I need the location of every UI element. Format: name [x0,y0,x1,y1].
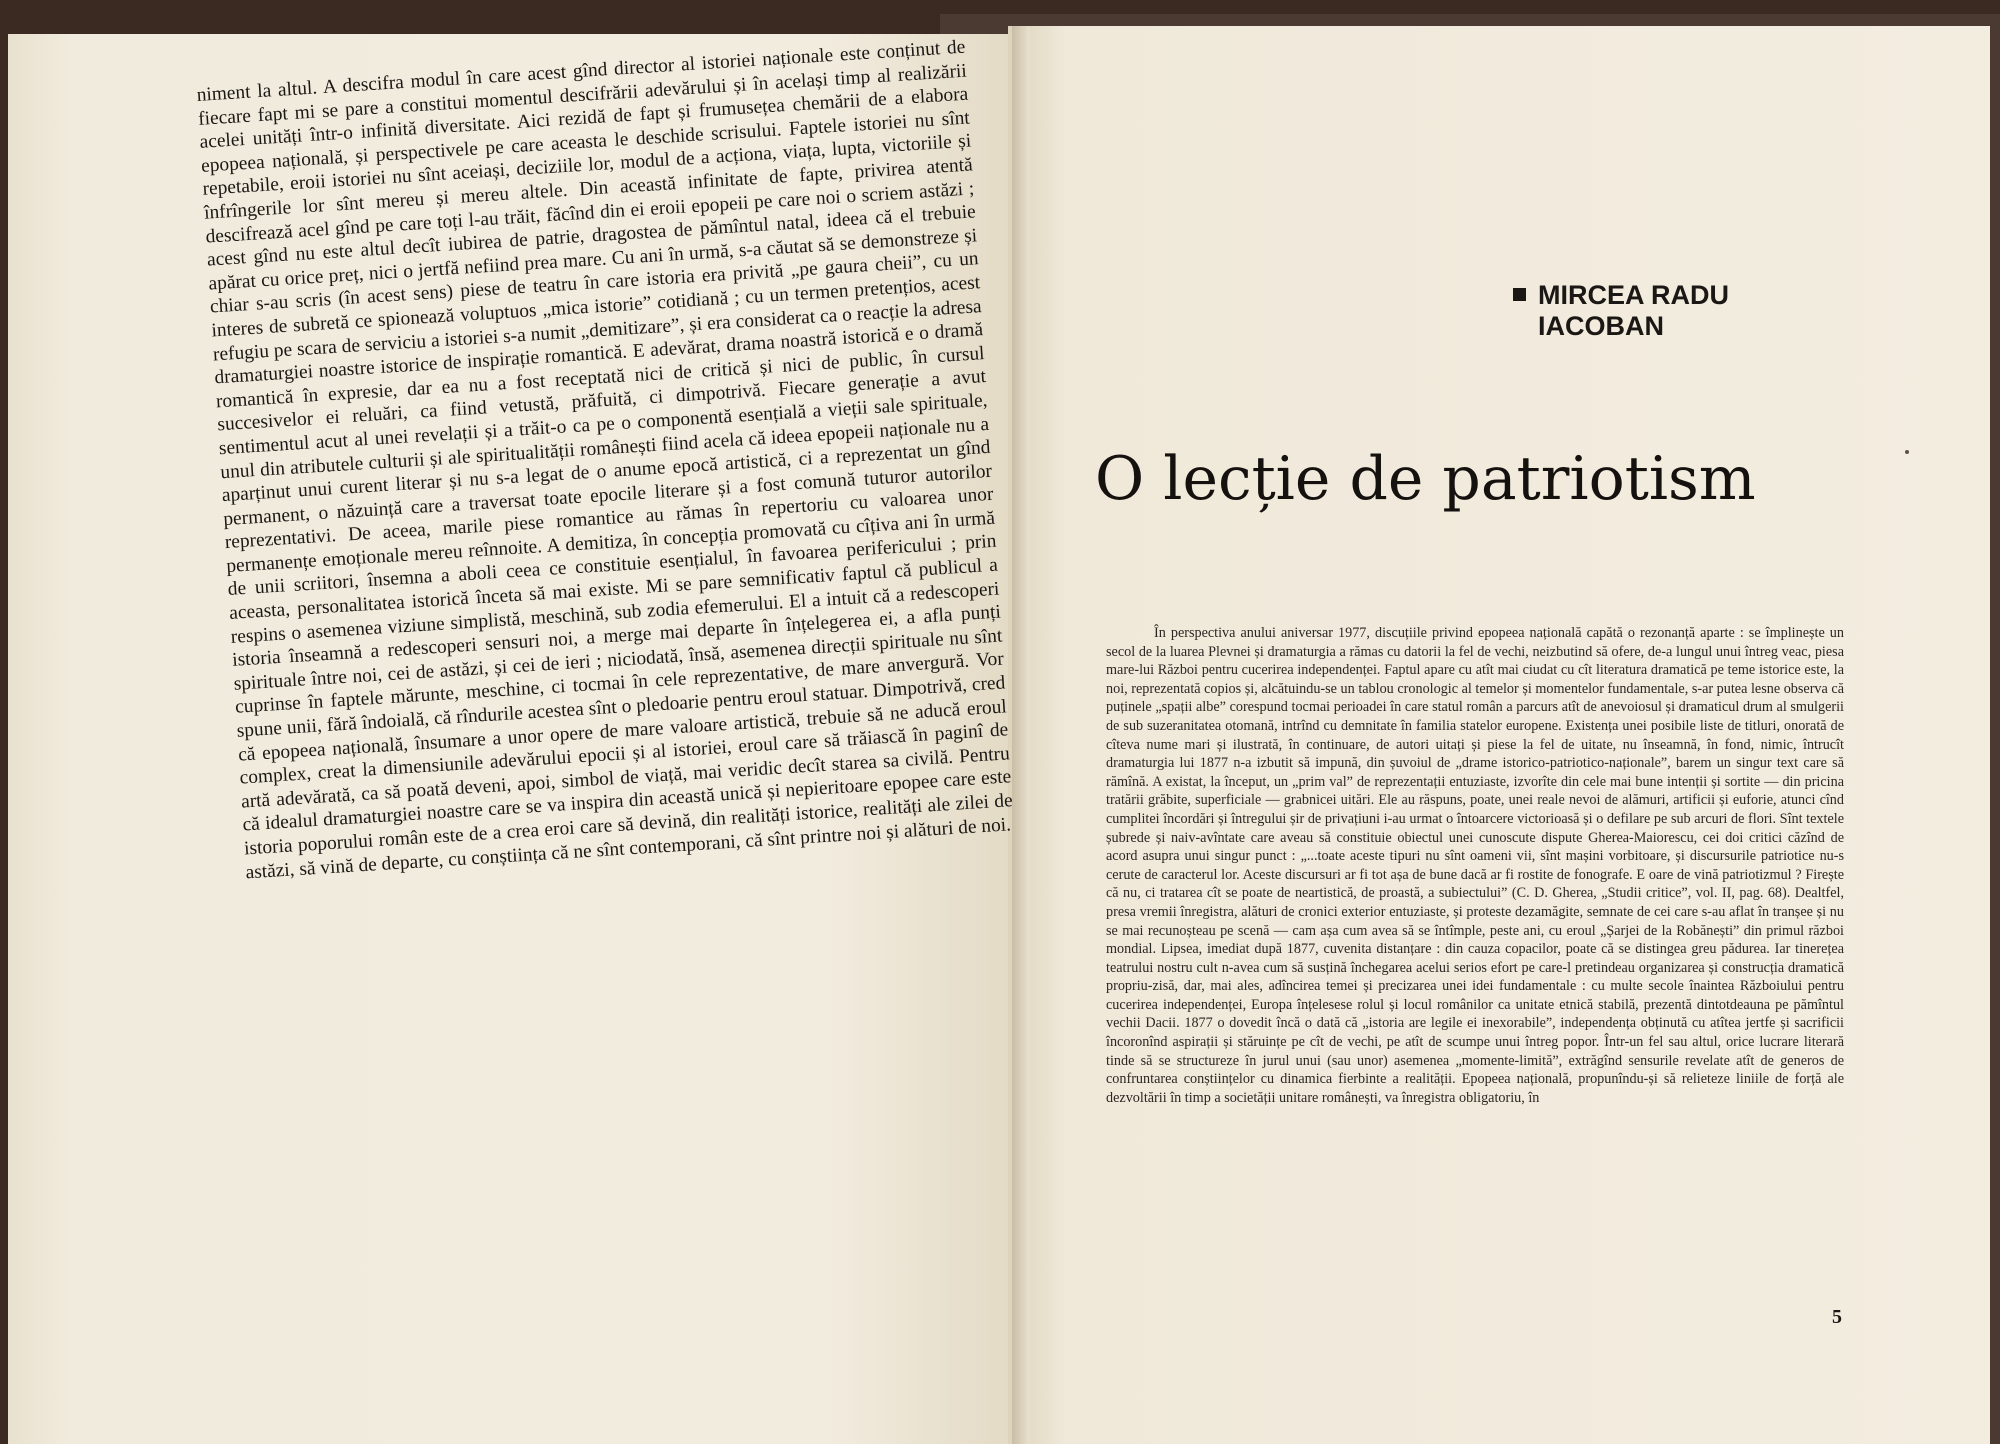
author-name-line1: MIRCEA RADU [1538,280,1729,310]
author-block [1513,280,1729,342]
author-name-line2: IACOBAN [1538,311,1664,341]
left-body-text: niment la altul. A descifra modul în care acest gînd director al istoriei naționale este conținut de fiecare fapt mi se pare a constitui momentul descifrării adevărului și în același timp al realizării acelei unități într-o infinită diversitate. Aici rezidă de fapt și frumusețea chemării de a elabora epopeea națională, și perspectivele pe care aceasta le deschide scrisului. Faptele istoriei nu sînt repetabile, eroii istoriei nu sînt aceiași, deciziile lor, modul de a acționa, viața, lupta, victoriile și înfrîngerile lor sînt mereu și mereu altele. Din această infinitate de fapte, privirea atentă descifrează acel gînd pe care toți l-au trăit, făcînd din ei eroii epopeii pe care noi o scriem astăzi ; acest gînd nu este altul decît iubirea de patrie, dragostea de pămîntul natal, ideea că el trebuie apărat cu orice preț, nici o jertfă nefiind prea mare. Cu ani în urmă, s-a căutat să se demonstreze și chiar s-au scris (în acest sens) piese de teatru în care istoria era privită „pe gaura cheii”, cu un interes de subretă ce spionează voluptuos „mica istorie” cotidiană ; cu un termen pretențios, acest refugiu pe scara de serviciu a istoriei s-a numit „demitizare”, și era considerat ca o reacție la adresa dramaturgiei noastre istorice de inspirație romantică. E adevărat, drama noastră istorică e o dramă romantică în expresie, dar ea nu a fost receptată nici de critică și nici de public, în cursul succesivelor ei reluări, ca fiind vetustă, prăfuită, ci dimpotrivă. Fiecare generație a avut sentimentul acut al unei revelații și a trăit-o ca pe o componentă esențială a vieții sale spirituale, unul din atributele culturii și ale spiritualității românești fiind acela că ideea epopeii naționale nu a aparținut unui curent literar și nu s-a legat de o anume epocă artistică, ci a reprezentat un gînd permanent, o năzuință care a traversat toate epocile literare și a fost comună tuturor autorilor reprezentativi. De aceea, marile piese romantice au rămas în repertoriu cu valoarea unor permanențe emoționale mereu reînnoite. A demitiza, în concepția promovată cu cîțiva ani în urmă de unii scriitori, însemna a aboli ceea ce constituie esențialul, în favoarea perifericului ; prin aceasta, personalitatea istorică înceta să mai existe. Mi se pare semnificativ faptul că publicul a respins o asemenea viziune simplistă, meschină, sub zodia efemerului. El a intuit că a redescoperi istoria înseamnă a redescoperi sensuri noi, a merge mai departe în înțelegerea ei, a afla punți spirituale între noi, cei de astăzi, și cei de ieri ; niciodată, însă, asemenea direcții spirituale nu sînt cuprinse în faptele mărunte, meschine, ci tocmai în cele reprezentative, de mare anvergură. Vor spune unii, fără îndoială, că rîndurile acestea sînt o pledoarie pentru eroul statuar. Dimpotrivă, cred că epopeea națională, însumare a unor opere de mare valoare artistică, trebuie să ne aducă eroul complex, creat la dimensiunile adevărului epocii și al istoriei, eroul care să trăiască în paginî de artă adevărată, ca să poată deveni, apoi, simbol de viață, mai veridic decît starea sa civilă. Pentru că idealul dramaturgiei noastre care se va inspira din această unică și nepieritoare epopee care este istoria poporului român este de a crea eroi care să devină, din realități istorice, realități ale zilei de astăzi, să vină de departe, cu conștiința că ne sînt contemporani, că sînt printre noi și alături de noi. [196,36,1014,884]
article-title: O lecție de patriotism [1095,444,1756,514]
square-bullet-icon [1513,288,1526,301]
ink-speck [1905,450,1909,454]
right-body-text: În perspectiva anului aniversar 1977, discuțiile privind epopeea națională capătă o rezonanță aparte : se împlinește un secol de la luarea Plevnei și dramaturgia a rămas cu datorii la fel de vechi, neizbutind să ofere, de-a lungul unui întreg veac, piesa mare-lui Război pentru cucerirea independenței. Faptul apare cu atît mai ciudat cu cît literatura dramatică pe teme istorice este, la noi, reprezentată copios și, alcătuindu-se un tablou cronologic al temelor și momentelor fundamentale, s-ar putea lesne observa că puținele „spații albe” corespund tocmai perioadei în care statul român a parcurs atît de anevoiosul și dramaticul drum al smulgerii de sub suzeranitatea otomană, intrînd cu demnitate în familia statelor europene. Existența unei posibile liste de titluri, onorată de cîteva nume mari și ilustrată, în continuare, de autori uitați și piese la fel de uitate, nu înseamnă, în fond, nimic, întrucît dramaturgia lui 1877 n-a izbutit să impună, din șuvoiul de „drame istorico-patriotico-naționale”, barem un singur text care să rămînă. A existat, la început, un „prim val” de reprezentații entuziaste, izvorîte din cele mai bune intenții și sortite — din pricina tratării grăbite, superficiale — grabnicei uitări. Ele au răspuns, poate, unei reale nevoi de alămuri, artificii și euforie, atunci cînd cumplitei încordări și întregului șir de privațiuni i-au urmat o întoarcere victorioasă și o defilare pe sub arcuri de flori. Sînt textele șubrede și naiv-avîntate care aveau să constituie obiectul unei cunoscute dispute Gherea-Maiorescu, cei doi critici căzînd de acord asupra unui singur punct : „...toate aceste tipuri nu sînt oameni vii, sînt mașini vorbitoare, și discursurile patriotice nu-s cerute de caracterul lor. Aceste discursuri ar fi tot așa de bune dacă ar fi rostite de fonografe. E oare de vină patriotizmul ? Firește că nu, ci tratarea cît se poate de neartistică, de proastă, a subiectului” (C. D. Gherea, „Studii critice”, vol. II, pag. 68). Dealtfel, presa vremii înregistra, alături de cronici exterior entuziaste, și proteste dezamăgite, semnate de cei care s-au aflat în tranșee și nu se mai recunoșteau pe scenă — cam așa cum avea să se întîmple, peste ani, cu eroul „Șarjei de la Robănești” din primul război mondial. Lipsea, imediat după 1877, cuvenita distanțare : din cauza copacilor, poate că se distingea greu pădurea. Iar tinerețea teatrului nostru cult n-avea cum să susțină închegarea acelui serios efort pe care-l pretindeau organizarea și construcția dramatică propriu-zisă, dar, mai ales, adîncirea temei și precizarea unei idei fundamentale : cu multe secole înaintea Războiului pentru cucerirea independenței, Europa înțelesese rolul și locul românilor ca unitate etnică stabilă, prezentă dintotdeauna pe pămîntul vechii Dacii. 1877 o dovedit încă o dată că „istoria are legile ei inexorabile”, independența obținută cu atîtea jertfe și sacrificii încoronînd aspirații și stăruințe pe cît de vechi, pe atît de scumpe unui întreg popor. Într-un fel sau altul, orice lucrare literară tinde să se structureze în jurul unui (sau unor) asemenea „momente-limită”, extrăgînd sensurile revelate atît de generos de confruntarea conștiințelor cu dinamica fierbinte a realității. Epopeea națională, propunîndu-și să relieteze liniile de forță ale dezvoltării în timp a societății unitare românești, va înregistra obligatoriu, în [1106,625,1844,1106]
left-page-body [196,36,1015,885]
page-number: 5 [1832,1306,1842,1328]
right-page-body [1106,624,1844,1107]
book-gutter [1012,26,1030,1444]
